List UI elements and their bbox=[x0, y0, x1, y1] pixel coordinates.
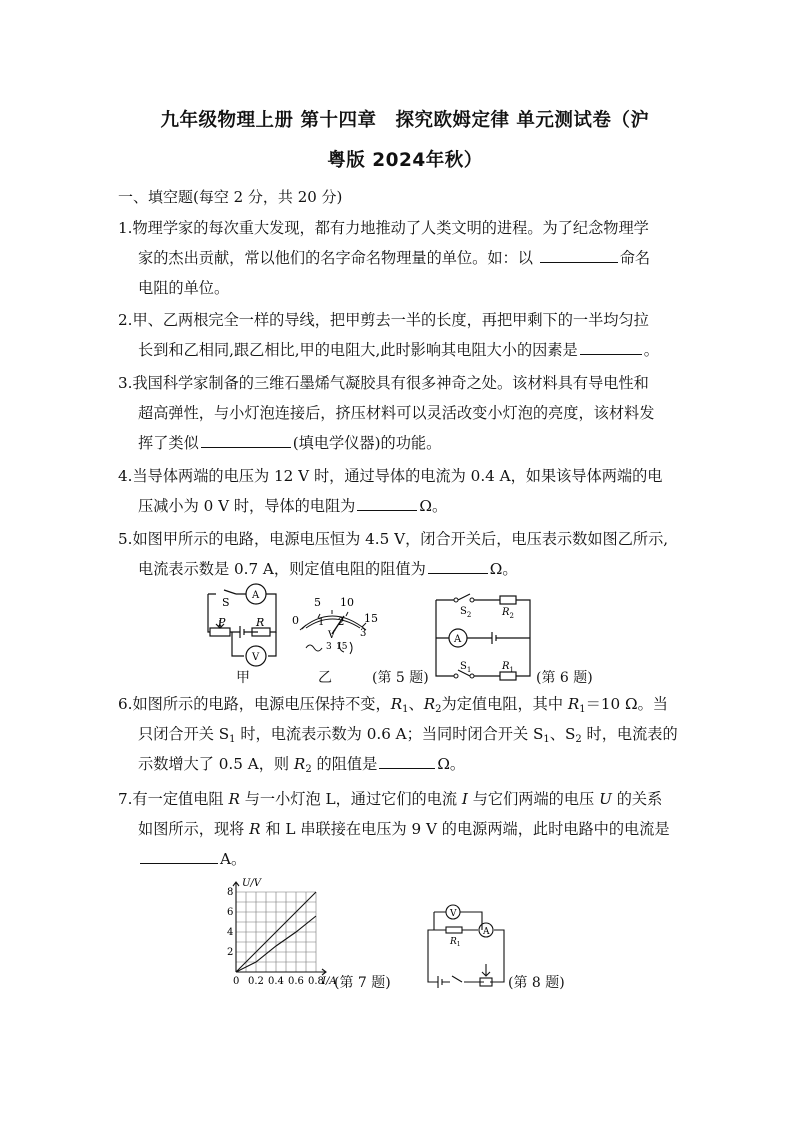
answer-blank[interactable] bbox=[580, 338, 642, 355]
caption-fig5: (第 5 题) bbox=[372, 670, 429, 686]
q5-line1: 5.如图甲所示的电路，电源电压恒为 4.5 V，闭合开关后，电压表示数如图乙所示, bbox=[118, 530, 669, 548]
label-ammeter-a: A bbox=[252, 590, 260, 601]
figure-6-circuit bbox=[428, 590, 538, 682]
question-4 bbox=[118, 461, 684, 521]
q1-line3: 电阻的单位。 bbox=[138, 279, 230, 297]
q1-line1: 1.物理学家的每次重大发现，都有力地推动了人类文明的进程。为了纪念物理学 bbox=[118, 219, 649, 237]
q3-line1: 3.我国科学家制备的三维石墨烯气凝胶具有很多神奇之处。该材料具有导电性和 bbox=[118, 374, 649, 392]
label-switch-s2: $S_2$ bbox=[460, 606, 472, 619]
q3-line3: 挥了类似 (填电学仪器)的功能。 bbox=[118, 428, 684, 458]
label-switch-s: S bbox=[222, 596, 230, 609]
question-1 bbox=[118, 213, 684, 303]
dial-inner-3: 3 bbox=[360, 628, 367, 639]
x-tick-label: 0 bbox=[233, 976, 240, 987]
dial-inner-2: 2 bbox=[338, 617, 345, 628]
section-heading: 一、填空题(每空 2 分，共 20 分) bbox=[118, 188, 343, 206]
y-axis-label: U/V bbox=[242, 878, 262, 889]
figure-7-ui-graph bbox=[222, 878, 342, 992]
caption-yi: 乙 bbox=[318, 670, 332, 686]
q6-line3: 示数增大了 0.5 A，则 $R_2$ 的阻值是 Ω。 bbox=[118, 749, 684, 779]
y-tick-label: 2 bbox=[227, 947, 234, 958]
q2-line2: 长到和乙相同,跟乙相比,甲的电阻大,此时影响其电阻大小的因素是 。 bbox=[118, 335, 684, 365]
dial-unit-v: V bbox=[328, 630, 336, 641]
y-tick-label: 4 bbox=[227, 927, 234, 938]
exam-title-line2: 粤版 2024年秋） bbox=[327, 150, 483, 171]
label-rheostat-p: P bbox=[218, 616, 226, 629]
answer-blank[interactable] bbox=[428, 557, 488, 574]
ui-chart bbox=[222, 878, 342, 992]
label-resistor-r: R bbox=[256, 616, 265, 629]
caption-fig8: (第 8 题) bbox=[508, 975, 565, 991]
q4-line1: 4.当导体两端的电压为 12 V 时，通过导体的电流为 0.4 A，如果该导体两端的电 bbox=[118, 467, 663, 485]
x-tick-label: 0.2 bbox=[248, 976, 264, 987]
dial-label-10: 10 bbox=[340, 596, 354, 609]
dial-label-15: 15 bbox=[364, 612, 378, 625]
label-ammeter-a6: A bbox=[454, 634, 462, 645]
dial-inner-1: 1 bbox=[318, 617, 325, 628]
q7-line2: 如图所示，现将 R 和 L 串联接在电压为 9 V 的电源两端，此时电路中的电流是 bbox=[138, 820, 670, 838]
label-voltmeter-v8: V bbox=[450, 909, 457, 919]
dial-terminal-3: 3 bbox=[326, 642, 332, 652]
label-ammeter-a8: A bbox=[483, 927, 490, 937]
label-switch-s1: $S_1$ bbox=[460, 661, 472, 674]
label-voltmeter-v: V bbox=[252, 652, 260, 663]
x-tick-label: 0.8 bbox=[308, 976, 324, 987]
y-tick-label: 6 bbox=[227, 907, 234, 918]
label-resistor-r1-8: $R_1$ bbox=[450, 937, 461, 948]
y-axis bbox=[233, 882, 239, 972]
dial-label-5: 5 bbox=[314, 596, 321, 609]
figure-8-circuit bbox=[424, 898, 510, 990]
y-tick-label: 8 bbox=[227, 887, 234, 898]
q7-line1: 7.有一定值电阻 R 与一小灯泡 L，通过它们的电流 I 与它们两端的电压 U 的关系 bbox=[118, 790, 663, 808]
answer-blank[interactable] bbox=[379, 752, 435, 769]
q1-line2: 家的杰出贡献，常以他们的名字命名物理量的单位。如：以 命名 bbox=[118, 243, 684, 273]
question-6 bbox=[118, 689, 684, 779]
q5-line2: 电流表示数是 0.7 A，则定值电阻的阻值为 Ω。 bbox=[118, 554, 684, 584]
q4-line2: 压减小为 0 V 时，导体的电阻为 Ω。 bbox=[118, 491, 684, 521]
question-5 bbox=[118, 524, 684, 584]
question-3 bbox=[118, 368, 684, 458]
answer-blank[interactable] bbox=[540, 246, 618, 263]
q2-line1: 2.甲、乙两根完全一样的导线，把甲剪去一半的长度，再把甲剩下的一半均匀拉 bbox=[118, 311, 649, 329]
label-resistor-r2: $R_2$ bbox=[502, 607, 514, 620]
caption-fig6: (第 6 题) bbox=[536, 670, 593, 686]
answer-blank[interactable] bbox=[357, 494, 417, 511]
x-tick-label: 0.4 bbox=[268, 976, 284, 987]
q7-line3: A。 bbox=[118, 844, 684, 874]
label-resistor-r1: $R_1$ bbox=[502, 661, 514, 674]
q6-line2: 只闭合开关 $S_1$ 时，电流表示数为 0.6 A；当同时闭合开关 $S_1$、$S_2$ 时，电流表的 bbox=[138, 725, 678, 745]
caption-fig7: (第 7 题) bbox=[334, 975, 391, 991]
x-tick-label: 0.6 bbox=[288, 976, 304, 987]
answer-blank[interactable] bbox=[140, 847, 218, 864]
q3-line2: 超高弹性，与小灯泡连接后，挤压材料可以灵活改变小灯泡的亮度，该材料发 bbox=[138, 404, 655, 422]
caption-jia: 甲 bbox=[236, 670, 250, 686]
dial-terminal-15: 15 bbox=[336, 642, 348, 652]
question-7 bbox=[118, 784, 684, 874]
figure-5-voltmeter-dial bbox=[288, 592, 378, 660]
q6-line1: 6.如图所示的电路，电源电压保持不变，$R_1$、$R_2$为定值电阻，其中 $R_1=10$ Ω。当 bbox=[118, 695, 668, 715]
dial-label-0: 0 bbox=[292, 614, 299, 627]
answer-blank[interactable] bbox=[201, 431, 291, 448]
exam-title-line1: 九年级物理上册 第十四章 探究欧姆定律 单元测试卷（沪 bbox=[160, 110, 650, 131]
x-axis-label: I/A bbox=[322, 976, 337, 987]
question-2 bbox=[118, 305, 684, 365]
x-axis bbox=[236, 969, 326, 975]
